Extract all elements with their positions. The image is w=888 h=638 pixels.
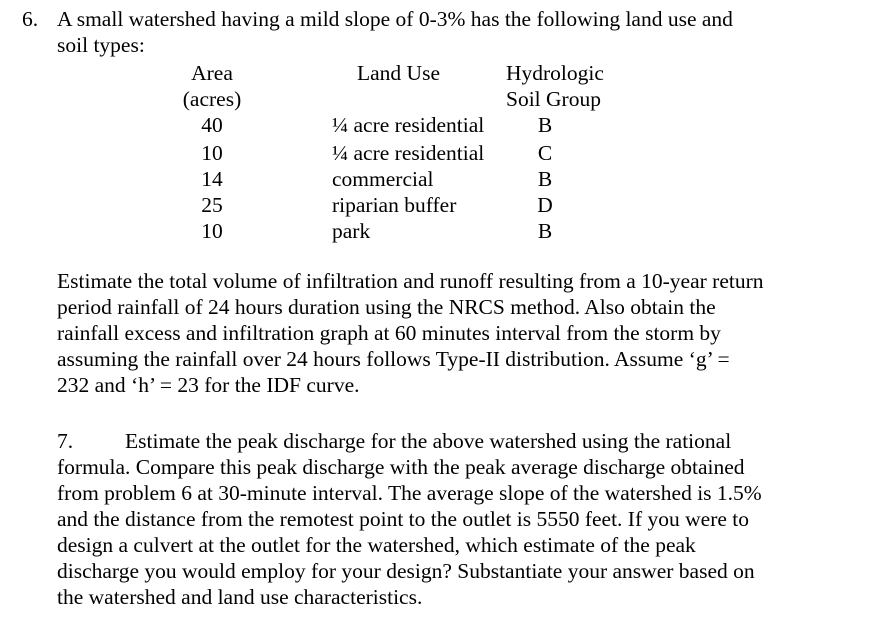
table-cell-area: 14 [201,167,223,191]
table-cell-area: 40 [201,113,223,137]
table-cell-area: 25 [201,193,223,217]
table-cell-area: 10 [201,219,223,243]
table-cell-land-use: riparian buffer [332,193,457,217]
table-cell-land-use: ¼ acre residential [332,141,485,165]
problem-7-paragraph [57,428,837,610]
paragraph-line [57,428,837,454]
paragraph-line: Estimate the total volume of infiltration and runoff resulting from a 10-year return [57,269,764,293]
paragraph-line: 232 and ‘h’ = 23 for the IDF curve. [57,373,360,397]
paragraph-line: from problem 6 at 30-minute interval. The average slope of the watershed is 1.5% [57,481,762,505]
problem-6-intro-line-2: soil types: [57,33,145,57]
header-soil-group: Soil Group [506,87,601,111]
paragraph-line: the watershed and land use characteristics. [57,585,423,609]
table-cell-soil-group: B [537,167,553,191]
table-cell-soil-group: C [537,141,553,165]
paragraph-line: discharge you would employ for your design? Substantiate your answer based on [57,559,755,583]
header-land-use: Land Use [357,61,440,85]
paragraph-line: and the distance from the remotest point to the outlet is 5550 feet. If you were to [57,507,749,531]
table-cell-land-use: ¼ acre residential [332,113,485,137]
table-cell-soil-group: B [537,113,553,137]
paragraph-line: assuming the rainfall over 24 hours follows Type-II distribution. Assume ‘g’ = [57,347,730,371]
table-cell-soil-group: D [537,193,553,217]
table-cell-soil-group: B [537,219,553,243]
paragraph-line: rainfall excess and infiltration graph at 60 minutes interval from the storm by [57,321,721,345]
paragraph-line: period rainfall of 24 hours duration using the NRCS method. Also obtain the [57,295,716,319]
table-cell-area: 10 [201,141,223,165]
paragraph-line: design a culvert at the outlet for the watershed, which estimate of the peak [57,533,696,557]
header-area-units: (acres) [182,87,242,111]
problem-6-number: 6. [22,7,39,31]
paragraph-line: formula. Compare this peak discharge with the peak average discharge obtained [57,455,745,479]
problem-7-first-line-text: Estimate the peak discharge for the above watershed using the rational [125,429,732,453]
table-cell-land-use: commercial [332,167,434,191]
header-hydrologic: Hydrologic [506,61,604,85]
problem-6-task-paragraph [57,268,837,398]
header-area: Area [191,61,233,85]
problem-7-number: 7. [57,429,74,453]
table-cell-land-use: park [332,219,371,243]
problem-6-intro-line-1: A small watershed having a mild slope of 0-3% has the following land use and [57,7,733,31]
